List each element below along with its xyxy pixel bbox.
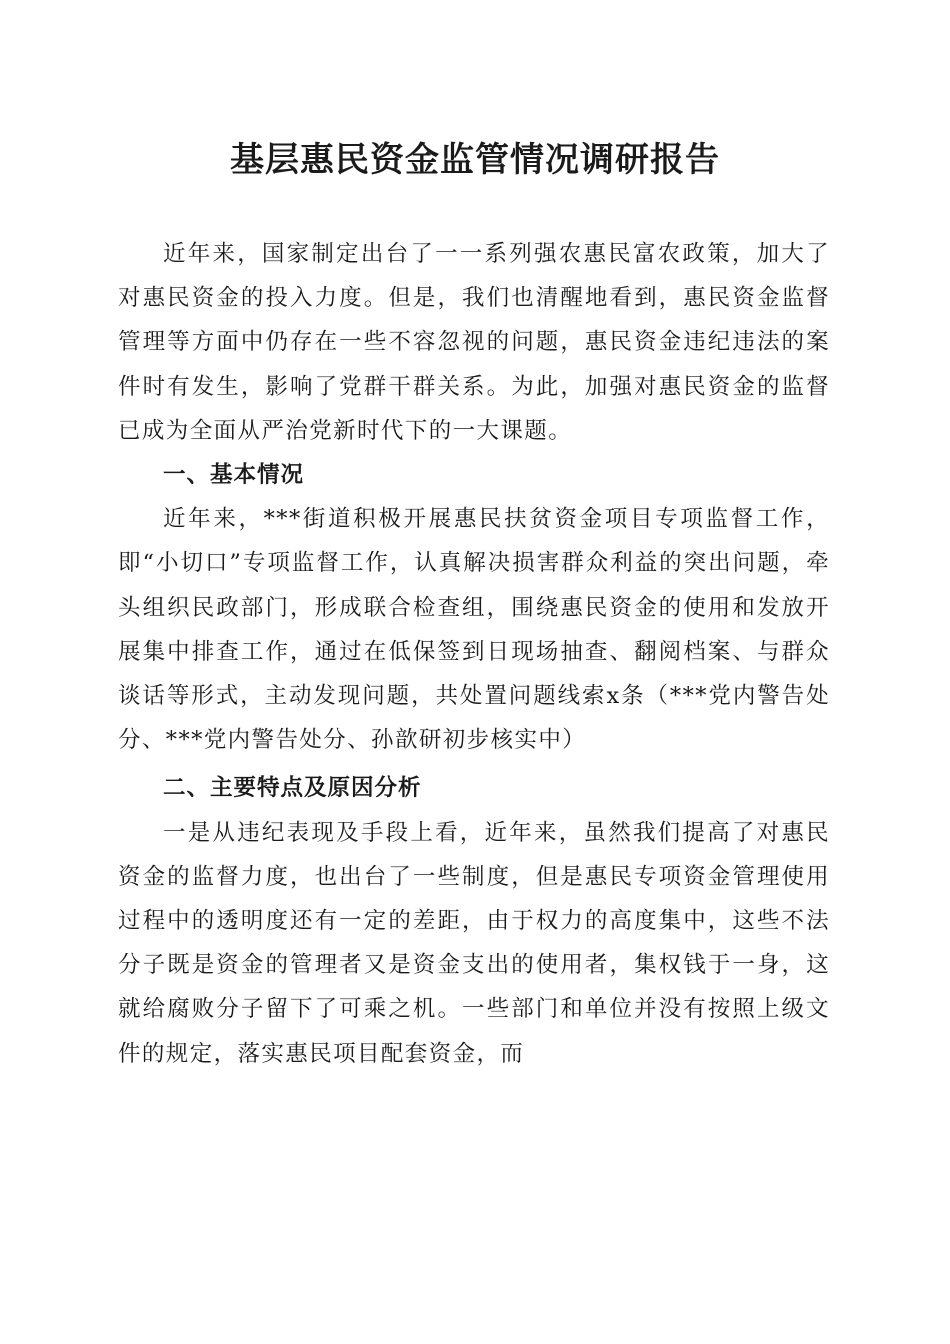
features-analysis-paragraph: 一是从违纪表现及手段上看，近年来，虽然我们提高了对惠民资金的监督力度，也出台了一些制度，但是惠民专项资金管理使用过程中的透明度还有一定的差距，由于权力的高度集中，这些不法分子既是资金的管理者又是资金支出的使用者，集权钱于一身，这就给腐败分子留下了可乘之机。一些部门和单位并没有按照上级文件的规定，落实惠民项目配套资金，而 bbox=[118, 819, 830, 1067]
document-body bbox=[118, 232, 830, 1076]
intro-paragraph: 近年来，国家制定出台了一一系列强农惠民富农政策，加大了对惠民资金的投入力度。但是，我们也清醒地看到，惠民资金监督管理等方面中仍存在一些不容忽视的问题，惠民资金违纪违法的案件时有发生，影响了党群干群关系。为此，加强对惠民资金的监督已成为全面从严治党新时代下的一大课题。 bbox=[118, 241, 830, 444]
section-heading-basic-situation: 一、基本情况 bbox=[163, 462, 305, 489]
section-heading-features-analysis: 二、主要特点及原因分析 bbox=[163, 775, 422, 802]
basic-situation-paragraph: 近年来，***街道积极开展惠民扶贫资金项目专项监督工作，即“小切口”专项监督工作，认真解决损害群众利益的突出问题，牵头组织民政部门，形成联合检查组，围绕惠民资金的使用和发放开展集中排查工作，通过在低保签到日现场抽查、翻阅档案、与群众谈话等形式，主动发现问题，共处置问题线索x条（***党内警告处分、***党内警告处分、孙歆研初步核实中） bbox=[118, 506, 830, 754]
document-title: 基层惠民资金监管情况调研报告 bbox=[230, 140, 720, 180]
